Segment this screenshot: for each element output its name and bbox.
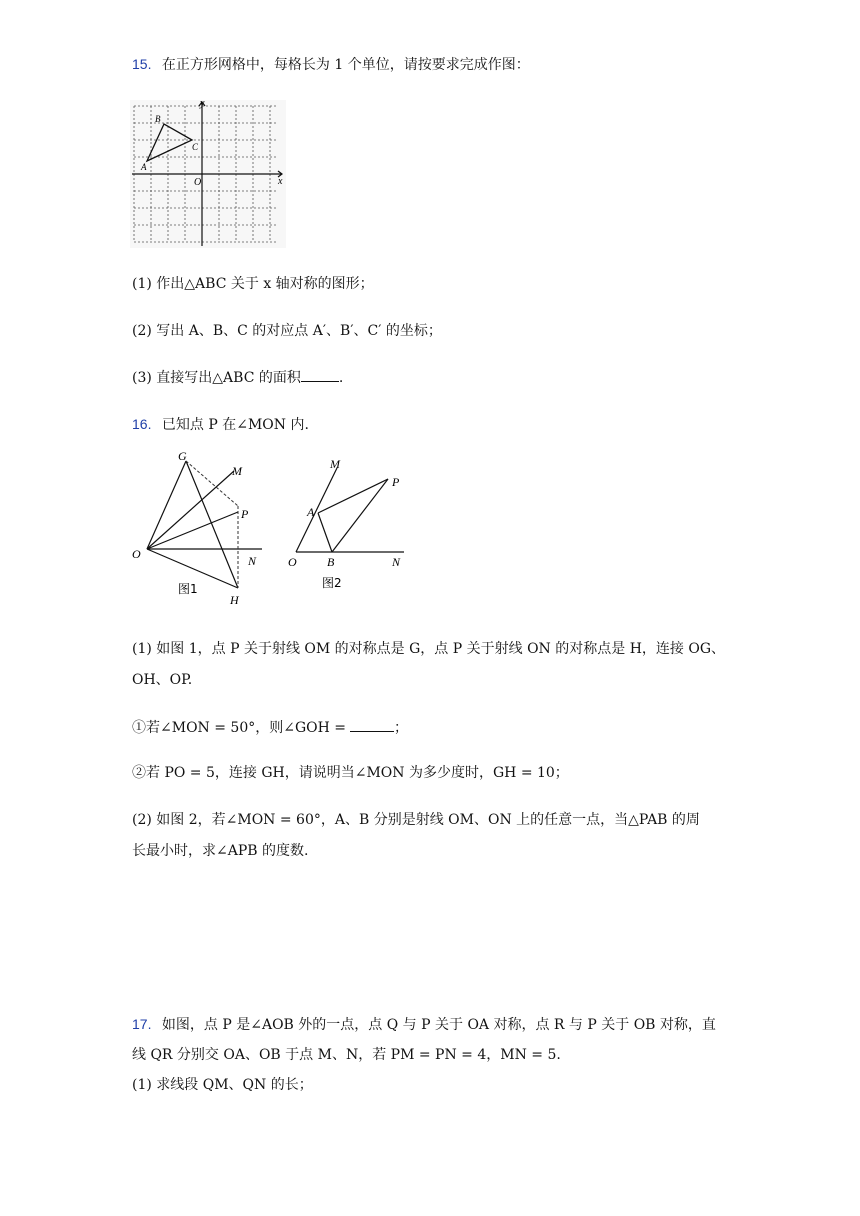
q16-f1-label-o: O [132, 547, 141, 561]
q15-label-x: x [278, 176, 283, 187]
q16-stem-text: 已知点 P 在∠MON 内. [161, 417, 309, 433]
q15-part3-text: (3) 直接写出△ABC 的面积 [132, 370, 301, 386]
q15-part2: (2) 写出 A、B、C 的对应点 A′、B′、C′ 的坐标； [132, 323, 442, 339]
q15-part3-end: . [338, 370, 344, 386]
q16-part2-line2: 长最小时，求∠APB 的度数. [132, 843, 309, 859]
q16-f1-label-g: G [178, 449, 187, 463]
q16-part1-line1: (1) 如图 1，点 P 关于射线 OM 的对称点是 G，点 P 关于射线 ON 的对称点是 H，连接 OG、 [132, 641, 726, 657]
q15-label-b: B [155, 114, 161, 124]
q16-f2-seg-ab [318, 513, 332, 552]
q16-f1-ray-om [147, 471, 234, 549]
q17-part1: (1) 求线段 QM、QN 的长； [132, 1077, 313, 1093]
q16-f2-label-o: O [288, 555, 297, 569]
q16-figure-2 [282, 452, 408, 596]
q17-stem-line1 [132, 1014, 716, 1035]
q15-grid-figure [130, 100, 286, 248]
q16-part2-line1: (2) 如图 2，若∠MON = 60°，A、B 分别是射线 OM、ON 上的任意一点，当△PAB 的周 [132, 812, 700, 828]
q16-f2-label-p: P [392, 475, 400, 489]
q16-f1-caption: 图1 [178, 582, 198, 596]
q16-sub1-end: ； [394, 720, 409, 736]
q15-part3 [132, 367, 343, 388]
q15-label-c: C [192, 142, 199, 152]
q15-number: 15. [132, 56, 152, 72]
q17-number: 17. [132, 1016, 152, 1032]
q15-label-a: A [141, 162, 147, 172]
q15-answer-blank[interactable] [301, 367, 339, 382]
q15-label-y: y [200, 100, 205, 109]
q16-f2-caption: 图2 [322, 576, 342, 590]
q16-sub2: ②若 PO = 5，连接 GH，请说明当∠MON 为多少度时，GH = 10； [132, 765, 569, 781]
q16-f1-dash-gp [186, 461, 238, 506]
q15-label-origin: O [194, 177, 202, 188]
q17-stem-line2: 线 QR 分别交 OA、OB 于点 M、N，若 PM = PN = 4，MN = 5. [132, 1047, 561, 1063]
q16-number: 16. [132, 416, 152, 432]
q15-stem [132, 54, 530, 75]
q16-part1-line2: OH、OP. [132, 672, 193, 688]
q16-f2-label-n: N [392, 555, 401, 569]
q15-stem-text: 在正方形网格中，每格长为 1 个单位，请按要求完成作图： [161, 57, 530, 73]
q16-f1-label-h: H [230, 593, 239, 607]
q16-f2-ray-om [296, 468, 337, 552]
q16-f2-label-a: A [307, 505, 315, 519]
q16-f2-label-b: B [327, 555, 335, 569]
q16-stem [132, 414, 309, 435]
q16-f2-seg-bp [332, 479, 388, 552]
q16-f1-label-m: M [232, 464, 242, 478]
q15-part1: (1) 作出△ABC 关于 x 轴对称的图形； [132, 276, 374, 292]
q16-f2-label-m: M [330, 457, 340, 471]
q16-sub1-text: ①若∠MON = 50°，则∠GOH = [132, 720, 347, 736]
q16-answer-blank[interactable] [350, 717, 394, 732]
q16-sub1 [132, 717, 408, 738]
q16-f1-label-n: N [248, 554, 257, 568]
q16-figure-1 [128, 448, 274, 610]
q17-stem-text: 如图，点 P 是∠AOB 外的一点，点 Q 与 P 关于 OA 对称，点 R 与 P 关于 OB 对称，直 [161, 1017, 716, 1033]
q16-f1-label-p: P [241, 507, 249, 521]
